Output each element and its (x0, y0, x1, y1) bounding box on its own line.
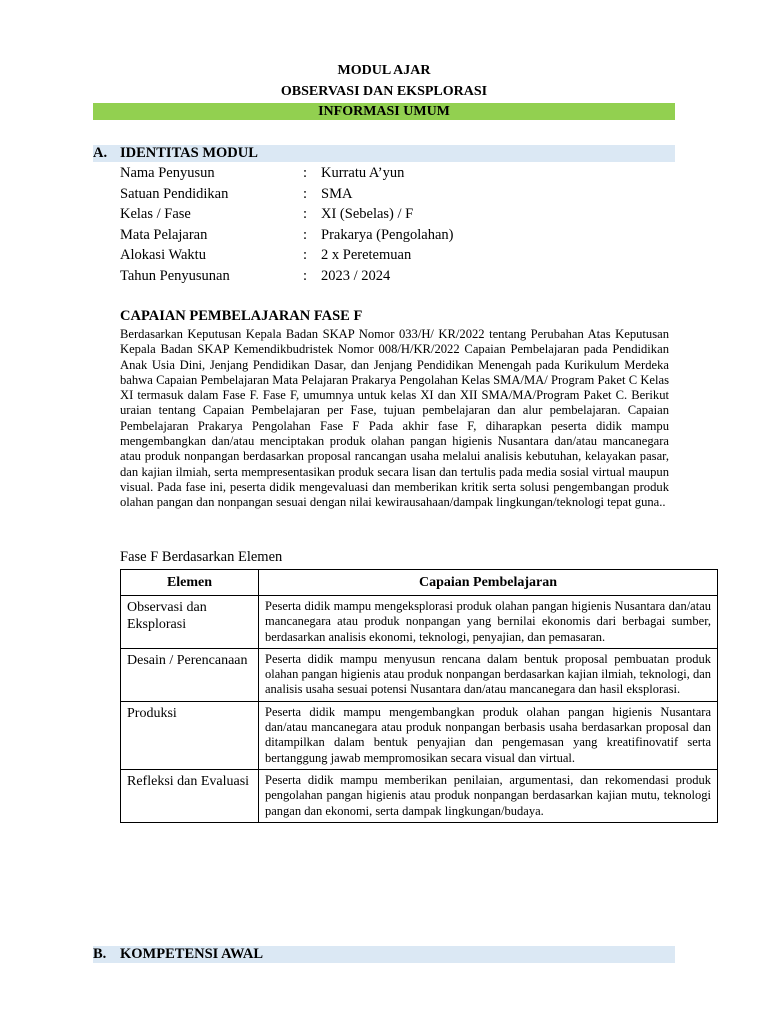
identity-colon: : (303, 247, 308, 263)
identity-label: Mata Pelajaran (120, 227, 208, 243)
table-row (121, 596, 718, 649)
table-header-capaian: Capaian Pembelajaran (259, 570, 718, 596)
table-cell-elemen: Refleksi dan Evaluasi (121, 769, 259, 822)
identity-value: Prakarya (Pengolahan) (321, 227, 454, 243)
table-cell-elemen: Observasi dan Eksplorasi (121, 596, 259, 649)
identity-value: Kurratu A’yun (321, 165, 405, 181)
section-b-letter: B. (93, 946, 107, 962)
identity-value: 2 x Peretemuan (321, 247, 412, 263)
identity-colon: : (303, 227, 308, 243)
section-a-letter: A. (93, 145, 108, 161)
identity-colon: : (303, 268, 308, 284)
identity-label: Tahun Penyusunan (120, 268, 230, 284)
capaian-title: CAPAIAN PEMBELAJARAN FASE F (120, 308, 363, 324)
fase-label: Fase F Berdasarkan Elemen (120, 549, 283, 565)
section-b-title: KOMPETENSI AWAL (120, 946, 264, 962)
table-cell-capaian: Peserta didik mampu memberikan penilaian, argumentasi, dan rekomendasi produk pengolahan pangan higienis atau produk nonpangan berdasarkan kajian mutu, teknologi pangan dan ekonomi, serta dampak lingkungan/budaya. (259, 769, 718, 822)
identity-colon: : (303, 206, 308, 222)
module-subtitle: OBSERVASI DAN EKSPLORASI (280, 84, 488, 99)
table-cell-capaian: Peserta didik mampu mengeksplorasi produk olahan pangan higienis Nusantara dan/atau mancanegara atau produk nonpangan yang bernilai ekonomis dari berbagai sumber, berdasarkan analisis ekonomi, teknologi, penyajian, dan pemasaran. (259, 596, 718, 649)
table-header-elemen: Elemen (121, 570, 259, 596)
table-header-row (121, 570, 718, 596)
identity-value: 2023 / 2024 (321, 268, 391, 284)
identity-colon: : (303, 186, 308, 202)
identity-label: Nama Penyusun (120, 165, 215, 181)
capaian-table (120, 569, 718, 823)
informasi-umum-band: INFORMASI UMUM (93, 103, 675, 120)
identity-value: XI (Sebelas) / F (321, 206, 414, 222)
table-cell-capaian: Peserta didik mampu mengembangkan produk olahan pangan higienis Nusantara dan/atau mancanegara atau produk nonpangan berbasis usaha berdasarkan proposal dan ditampilkan dalam bentuk penyajian dan pengemasan yang kreatifinovatif serta bertanggung jawab mempromosikan secara visual dan virtual. (259, 701, 718, 769)
identity-label: Alokasi Waktu (120, 247, 206, 263)
section-a-title: IDENTITAS MODUL (120, 145, 258, 161)
capaian-paragraph: Berdasarkan Keputusan Kepala Badan SKAP Nomor 033/H/ KR/2022 tentang Perubahan Atas Keputusan Kepala Badan SKAP Kemendikbudristek Nomor 008/H/KR/2022 Capaian Pembelajaran pada Pendidikan Anak Usia Dini, Jenjang Pendidikan Dasar, dan Jenjang Pendidikan Menengah pada Kurikulum Merdeka bahwa Capaian Pembelajaran Mata Pelajaran Prakarya Pengolahan Kelas SMA/MA/ Program Paket C Kelas XI termasuk dalam Fase F. Fase F, umumnya untuk kelas XI dan XII SMA/MA/Program Paket C. Berikut uraian tentang Capaian Pembelajaran per Fase, tujuan pembelajaran dan alur pembelajaran. Capaian Pembelajaran Prakarya Pengolahan Fase F Pada akhir fase F, diharapkan peserta didik mampu mengembangkan dan/atau menciptakan produk olahan pangan higienis Nusantara dan/atau mancanegara atau produk nonpangan berdasarkan proposal rancangan usaha melalui analisis kebutuhan, kelayakan pasar, dan kajian ilmiah, serta mempresentasikan produk secara lisan dan tertulis pada media sosial virtual maupun visual. Pada fase ini, peserta didik mengevaluasi dan memberikan kritik serta solusi pengembangan produk olahan pangan dan nonpangan sesuai dengan nilai kewirausahaan/dampak lingkungan/teknologi tepat guna.. (120, 327, 669, 510)
table-cell-capaian: Peserta didik mampu menyusun rencana dalam bentuk proposal pembuatan produk olahan pangan higienis atau produk nonpangan berdasarkan kajian ilmiah, teknologi, dan analisis usaha sesuai potensi Nusantara dan/atau mancanegara dan hasil eksplorasi. (259, 648, 718, 701)
identity-label: Satuan Pendidikan (120, 186, 229, 202)
table-row (121, 701, 718, 769)
table-cell-elemen: Produksi (121, 701, 259, 769)
identity-colon: : (303, 165, 308, 181)
table-row (121, 769, 718, 822)
identity-label: Kelas / Fase (120, 206, 191, 222)
table-row (121, 648, 718, 701)
identity-value: SMA (321, 186, 353, 202)
module-title: MODUL AJAR (337, 63, 431, 78)
table-cell-elemen: Desain / Perencanaan (121, 648, 259, 701)
